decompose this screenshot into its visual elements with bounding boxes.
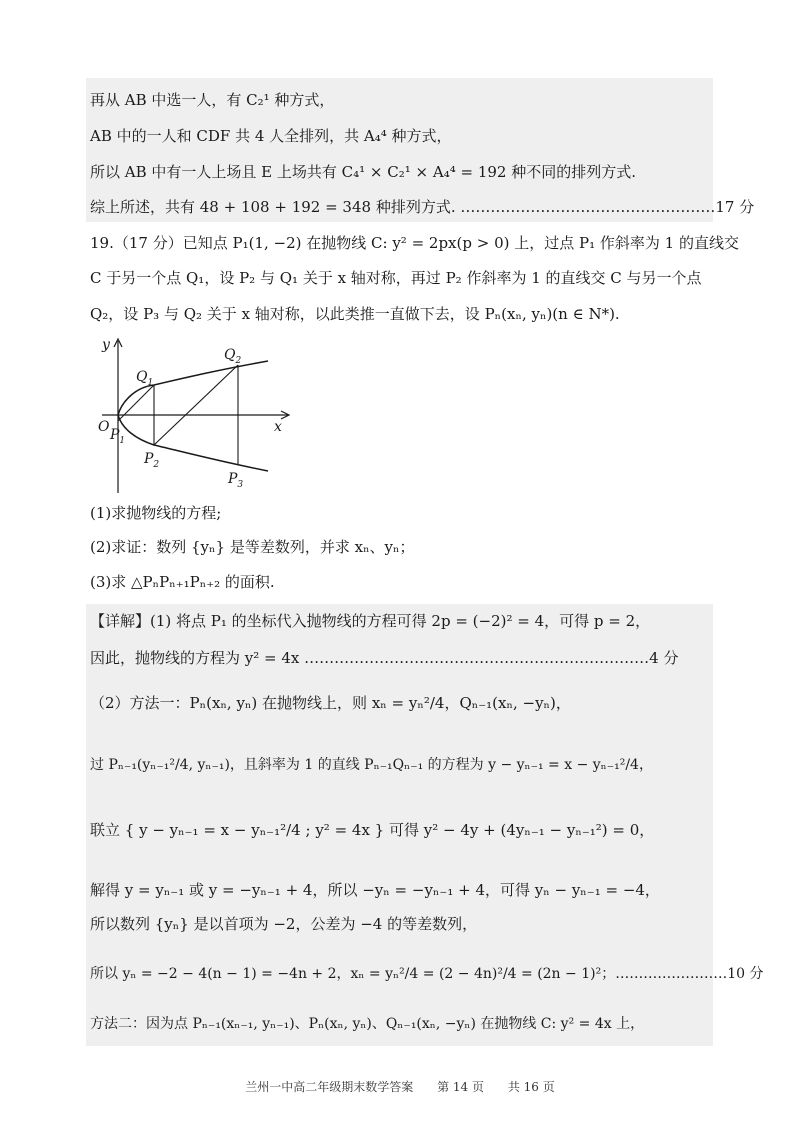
footer-school: 兰州一中高二年级期末数学答案: [245, 1080, 414, 1094]
text-line: 联立 { y − yₙ₋₁ = x − yₙ₋₁²/4 ; y² = 4x } 可得 y² − 4y + (4yₙ₋₁ − yₙ₋₁²) = 0，: [90, 821, 655, 839]
text-line: (1)求抛物线的方程;: [90, 504, 222, 522]
footer-page: 第 14 页: [437, 1080, 484, 1094]
text-line: 因此，抛物线的方程为 y² = 4x ……………………………………………………………4 分: [90, 649, 679, 667]
text-line: （2）方法一：Pₙ(xₙ, yₙ) 在抛物线上，则 xₙ = yₙ²/4，Qₙ₋₁(xₙ, −yₙ)，: [90, 694, 571, 712]
text-line: 过 Pₙ₋₁(yₙ₋₁²/4, yₙ₋₁)，且斜率为 1 的直线 Pₙ₋₁Qₙ₋₁ 的方程为 y − yₙ₋₁ = x − yₙ₋₁²/4，: [90, 757, 653, 773]
point-label: $Q_2$: [224, 347, 242, 366]
origin-label: O: [98, 419, 110, 435]
text-line: AB 中的一人和 CDF 共 4 人全排列，共 A₄⁴ 种方式，: [90, 127, 452, 145]
point-label: $Q_1$: [136, 369, 154, 388]
text-line: (2)求证：数列 {yₙ} 是等差数列，并求 xₙ、yₙ；: [90, 538, 415, 556]
text-line: 所以 AB 中有一人上场且 E 上场共有 C₄¹ × C₂¹ × A₄⁴ = 192 种不同的排列方式.: [90, 163, 636, 181]
point-label: $P_3$: [228, 471, 244, 490]
text-line: 19.（17 分）已知点 P₁(1, −2) 在抛物线 C: y² = 2px(p > 0) 上，过点 P₁ 作斜率为 1 的直线交: [90, 234, 739, 252]
text-line: 所以数列 {yₙ} 是以首项为 −2，公差为 −4 的等差数列，: [90, 915, 478, 933]
text-line: 所以 yₙ = −2 − 4(n − 1) = −4n + 2，xₙ = yₙ²/4 = (2 − 4n)²/4 = (2n − 1)²；……………………10 分: [90, 966, 764, 982]
text-line: 再从 AB 中选一人，有 C₂¹ 种方式，: [90, 91, 335, 109]
text-line: 【详解】(1) 将点 P₁ 的坐标代入抛物线的方程可得 2p = (−2)² = 4，可得 p = 2，: [90, 612, 651, 630]
point-label: $P_2$: [144, 451, 160, 470]
parabola-figure: [88, 335, 298, 495]
text-line: 方法二：因为点 Pₙ₋₁(xₙ₋₁, yₙ₋₁)、Pₙ(xₙ, yₙ)、Qₙ₋₁(xₙ, −yₙ) 在抛物线 C: y² = 4x 上，: [90, 1016, 645, 1032]
text-line: (3)求 △PₙPₙ₊₁Pₙ₊₂ 的面积.: [90, 573, 275, 591]
footer-total: 共 16 页: [507, 1080, 555, 1094]
axis-label-y: y: [102, 337, 110, 353]
page-footer: [0, 1078, 800, 1095]
axis-label-x: x: [274, 419, 282, 435]
text-line: Q₂，设 P₃ 与 Q₂ 关于 x 轴对称，以此类推一直做下去，设 Pₙ(xₙ, yₙ)(n ∈ N*).: [90, 305, 620, 323]
text-line: 综上所述，共有 48 + 108 + 192 = 348 种排列方式. ……………………………………………17 分: [90, 198, 755, 216]
text-line: 解得 y = yₙ₋₁ 或 y = −yₙ₋₁ + 4，所以 −yₙ = −yₙ₋₁ + 4，可得 yₙ − yₙ₋₁ = −4，: [90, 881, 660, 899]
point-label: $P_1$: [110, 427, 126, 446]
text-line: C 于另一个点 Q₁，设 P₂ 与 Q₁ 关于 x 轴对称，再过 P₂ 作斜率为 1 的直线交 C 与另一个点: [90, 269, 702, 287]
